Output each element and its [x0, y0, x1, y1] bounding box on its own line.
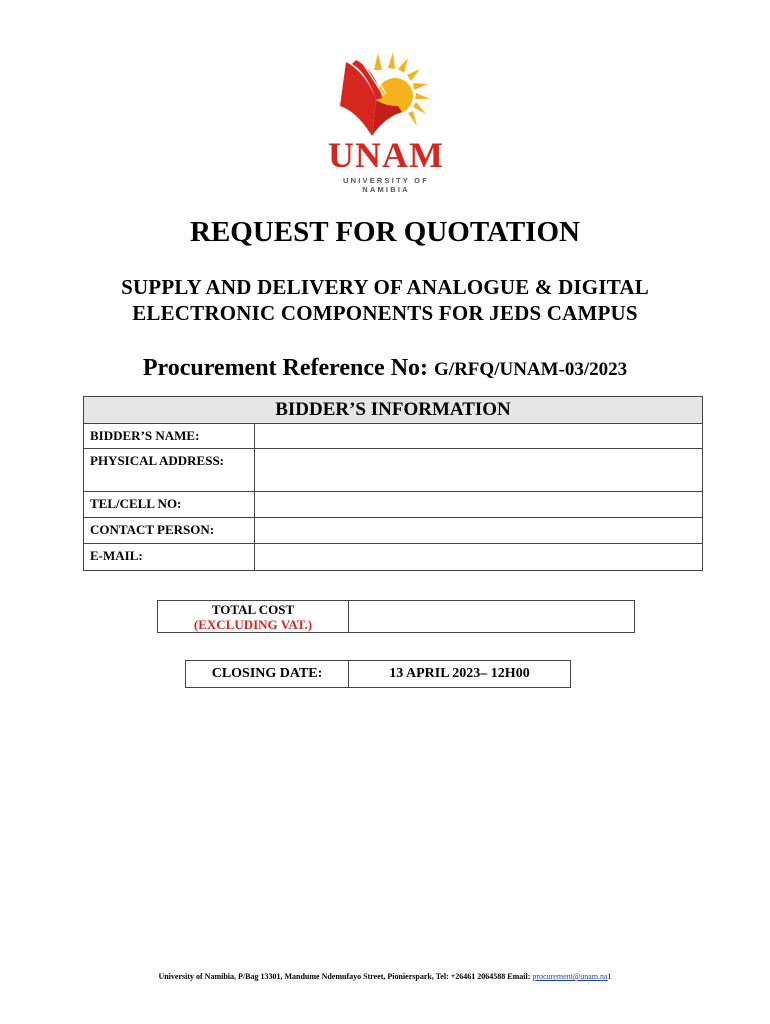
physical-address-field[interactable] — [255, 449, 703, 492]
total-cost-label-cell — [158, 601, 349, 632]
closing-date-value: 13 APRIL 2023– 12H00 — [389, 666, 530, 681]
unam-logo — [318, 48, 454, 194]
bidder-table-heading: BIDDER’S INFORMATION — [84, 397, 703, 424]
footer-address: University of Namibia, P/Bag 13301, Mandume Ndemufayo Street, Pionierspark, Tel: +26461 2064588 Email: — [158, 972, 533, 981]
bidder-name-label: BIDDER’S NAME: — [84, 424, 255, 449]
total-cost-box — [157, 600, 635, 633]
footer-email-link[interactable]: procurement@unam.na — [532, 972, 608, 981]
tel-cell-label: TEL/CELL NO: — [84, 492, 255, 518]
document-title: REQUEST FOR QUOTATION — [190, 216, 580, 248]
page-footer — [0, 972, 770, 982]
subtitle-line-2: ELECTRONIC COMPONENTS FOR JEDS CAMPUS — [132, 301, 638, 325]
tel-cell-field[interactable] — [255, 492, 703, 518]
subtitle-line-1: SUPPLY AND DELIVERY OF ANALOGUE & DIGITAL — [121, 275, 649, 299]
document-subtitle — [60, 274, 710, 326]
excluding-vat-note: (EXCLUDING VAT.) — [193, 617, 313, 632]
contact-person-label: CONTACT PERSON: — [84, 518, 255, 544]
total-cost-field[interactable] — [349, 601, 634, 632]
logo-subtitle: UNIVERSITY OF NAMIBIA — [343, 176, 429, 194]
reference-number: G/RFQ/UNAM-03/2023 — [434, 359, 628, 380]
page-number: 1 — [607, 972, 612, 981]
email-field[interactable] — [255, 544, 703, 571]
logo-wordmark: UNAM — [328, 135, 444, 175]
contact-person-field[interactable] — [255, 518, 703, 544]
closing-date-label: CLOSING DATE: — [186, 661, 349, 687]
sun-book-icon — [318, 48, 454, 138]
email-label: E-MAIL: — [84, 544, 255, 571]
closing-date-box — [185, 660, 571, 688]
total-cost-label: TOTAL COST — [211, 602, 295, 617]
physical-address-label: PHYSICAL ADDRESS: — [84, 449, 255, 492]
procurement-reference — [0, 352, 770, 386]
bidder-information-table — [83, 396, 703, 571]
bidder-name-field[interactable] — [255, 424, 703, 449]
reference-label: Procurement Reference No: — [142, 355, 429, 381]
